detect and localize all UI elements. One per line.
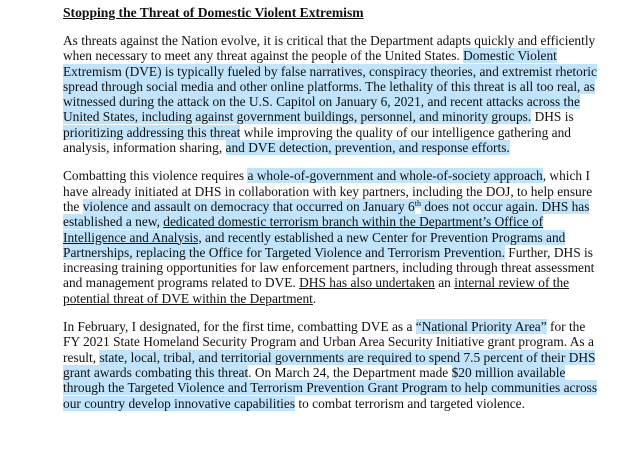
p2-text-3: Further, DHS is increasing training opportunities for law enforcement partners, including through threat assessment and management programs related to DVE. xyxy=(63,244,595,291)
p1-text-3: while improving the quality of our intelligence gathering and analysis, information sharing, xyxy=(63,124,571,156)
p3-highlight-2: state, local, tribal, and territorial governments are required to spend 7.5 percent of their DHS grant awards combating this threat xyxy=(63,349,596,380)
p2-text-5: . xyxy=(312,290,317,306)
p2-text-4: an xyxy=(434,275,455,291)
p2-highlight-3: does not occur again. DHS has established a new, xyxy=(63,198,590,230)
p2-highlight-1: a whole-of-government and whole-of-society approach xyxy=(247,168,543,184)
p3-text-2: for the FY 2021 State Homeland Security Program and Urban Area Security Initiative grant program. As a result, xyxy=(63,319,594,365)
p3-text-1: In February, I designated, for the first time, combatting DVE as a xyxy=(63,319,416,335)
p3-text-4: to combat terrorism and targeted violence. xyxy=(295,395,525,411)
p2-highlight-2: violence and assault on democracy that occurred on January 6 xyxy=(82,198,415,214)
paragraph-2 xyxy=(63,168,600,306)
p1-highlight-1: Domestic Violent Extremism (DVE) is typically fueled by false narratives, conspiracy theories, and extremist rhetoric spread through social media and other online platforms. The lethality of this threat is all too real, as witnessed during the attack on the U.S. Capitol on January 6, 2021, and recent attacks across the United States, including against government buildings, personnel, and minority groups. xyxy=(63,48,597,125)
paragraph-3 xyxy=(63,319,600,411)
p1-highlight-3: and DVE detection, prevention, and response efforts. xyxy=(225,140,510,156)
p3-text-3: . On March 24, the Department made xyxy=(248,364,452,380)
p3-highlight-3: $20 million available through the Targeted Violence and Terrorism Prevention Grant Program to help communities across our country develop innovative capabilities xyxy=(63,364,598,411)
p2-highlight-underline: dedicated domestic terrorism branch within the Department’s Office of Intelligence and Analysis xyxy=(63,214,544,245)
p1-highlight-2: prioritizing addressing this threat xyxy=(63,124,241,140)
p2-text-2: , which I have already initiated at DHS in collaboration with key partners, including the DOJ, to help ensure the xyxy=(63,168,593,214)
p2-underline-2: internal review of the potential threat of DVE within the Department xyxy=(63,275,570,306)
p3-highlight-1: “National Priority Area” xyxy=(415,319,547,335)
paragraph-1 xyxy=(63,33,600,155)
section-heading: Stopping the Threat of Domestic Violent Extremism xyxy=(63,5,364,20)
p2-highlight-4: , and recently established a new Center for Prevention Programs and Partnerships, replacing the Office for Targeted Violence and Terrorism Prevention. xyxy=(63,229,566,260)
p2-text-1: Combatting this violence requires xyxy=(63,168,248,184)
p1-text-2: DHS is xyxy=(531,109,574,125)
p1-text-1: As threats against the Nation evolve, it is critical that the Department adapts quickly and efficiently when necessary to meet any threat against the people of the United States. xyxy=(63,33,596,64)
p2-superscript: th xyxy=(414,198,421,208)
p2-underline-1: DHS has also undertaken xyxy=(299,275,435,291)
